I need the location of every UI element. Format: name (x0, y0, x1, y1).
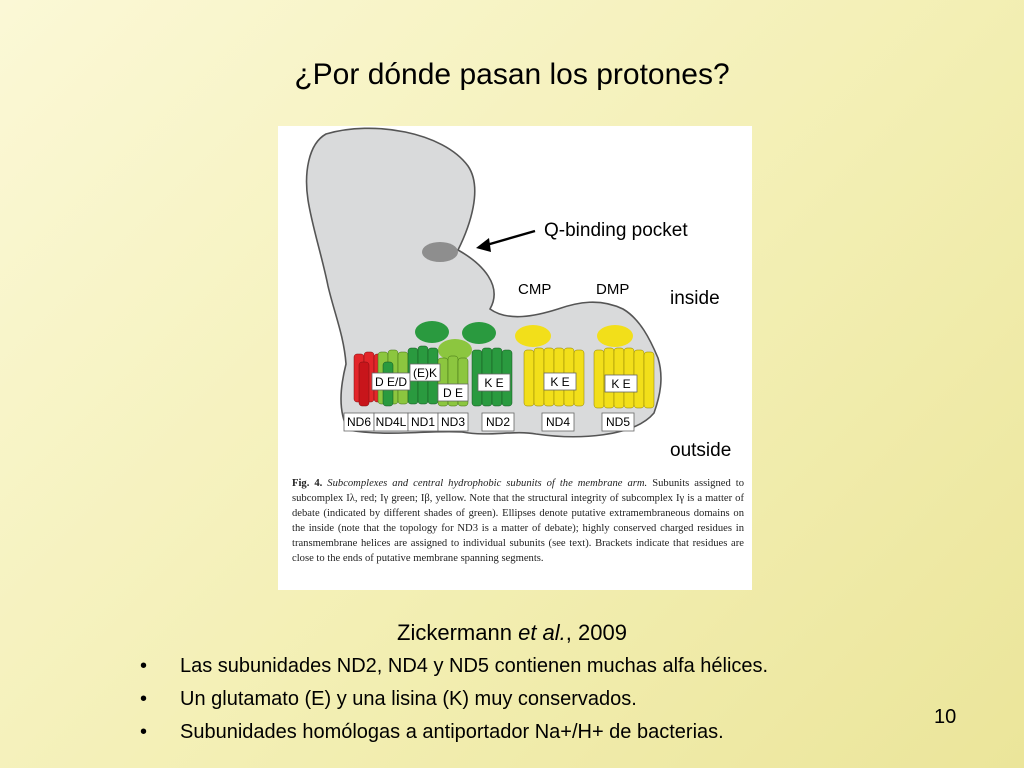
label-q-binding-pocket: Q-binding pocket (544, 220, 688, 241)
figure-panel (278, 126, 752, 590)
q-pocket-arrowhead (476, 238, 491, 252)
caption-title: Subcomplexes and central hydrophobic subunits of the membrane arm. (327, 478, 648, 489)
bullet-marker: • (140, 655, 148, 677)
residue-label-nd5: K E (611, 377, 631, 391)
citation-etal: et al. (518, 620, 566, 645)
bullet-list (140, 652, 768, 751)
bullet-marker: • (140, 688, 148, 710)
label-outside: outside (670, 440, 732, 461)
subunit-label-nd1: ND1 (410, 415, 436, 429)
bullet-marker: • (140, 721, 148, 743)
ellipse-yellow-cmp (515, 325, 551, 347)
bullet-text: Un glutamato (E) y una lisina (K) muy conservados. (180, 688, 637, 710)
caption-fig-label: Fig. 4. (292, 478, 323, 489)
residue-label-nd1: (E)K (413, 366, 437, 380)
subunit-label-nd3: ND3 (440, 415, 466, 429)
subunit-label-nd2: ND2 (485, 415, 511, 429)
bullet-text: Las subunidades ND2, ND4 y ND5 contienen muchas alfa hélices. (180, 655, 769, 677)
residue-label-nd4l: D E/D (374, 375, 408, 389)
label-cmp: CMP (518, 281, 552, 298)
citation-author: Zickermann (397, 620, 512, 645)
subunit-label-nd4l: ND4L (375, 415, 407, 429)
bullet-item (140, 652, 768, 685)
subunit-label-nd5: ND5 (605, 415, 631, 429)
bullet-item (140, 718, 768, 751)
label-dmp: DMP (596, 281, 630, 298)
slide-title: ¿Por dónde pasan los protones? (294, 58, 730, 91)
figure-caption (292, 476, 744, 566)
ellipse-yellow-dmp (597, 325, 633, 347)
label-inside: inside (670, 288, 720, 309)
bullet-item (140, 685, 768, 718)
citation-year: , 2009 (565, 620, 627, 645)
residue-label-nd3: D E (442, 386, 464, 400)
q-binding-pocket-ellipse (422, 242, 458, 262)
subunit-label-nd4: ND4 (545, 415, 571, 429)
q-pocket-arrow (483, 231, 535, 246)
citation (0, 620, 1024, 646)
page-number: 10 (934, 706, 957, 728)
caption-body: Subunits assigned to subcomplex Iλ, red; Iγ green; Iβ, yellow. Note that the structural integrity of subcomplex Iγ is a matter of debate (indicated by different shades of green). Ellipses denote putative extramembraneous domains on the inside (note that the topology for ND3 is a matter of debate); highly conserved charged residues in transmembrane helices are assigned to individual subunits (see text). Brackets indicate that residues are close to the ends of putative membrane spanning segments. (292, 478, 745, 564)
subunit-label-nd6: ND6 (346, 415, 372, 429)
residue-label-nd4: K E (550, 375, 570, 389)
residue-label-nd2: K E (484, 376, 504, 390)
ellipse-green-nd1 (415, 321, 449, 343)
ellipse-green-nd2 (462, 322, 496, 344)
bullet-text: Subunidades homólogas a antiportador Na+/H+ de bacterias. (180, 721, 724, 743)
